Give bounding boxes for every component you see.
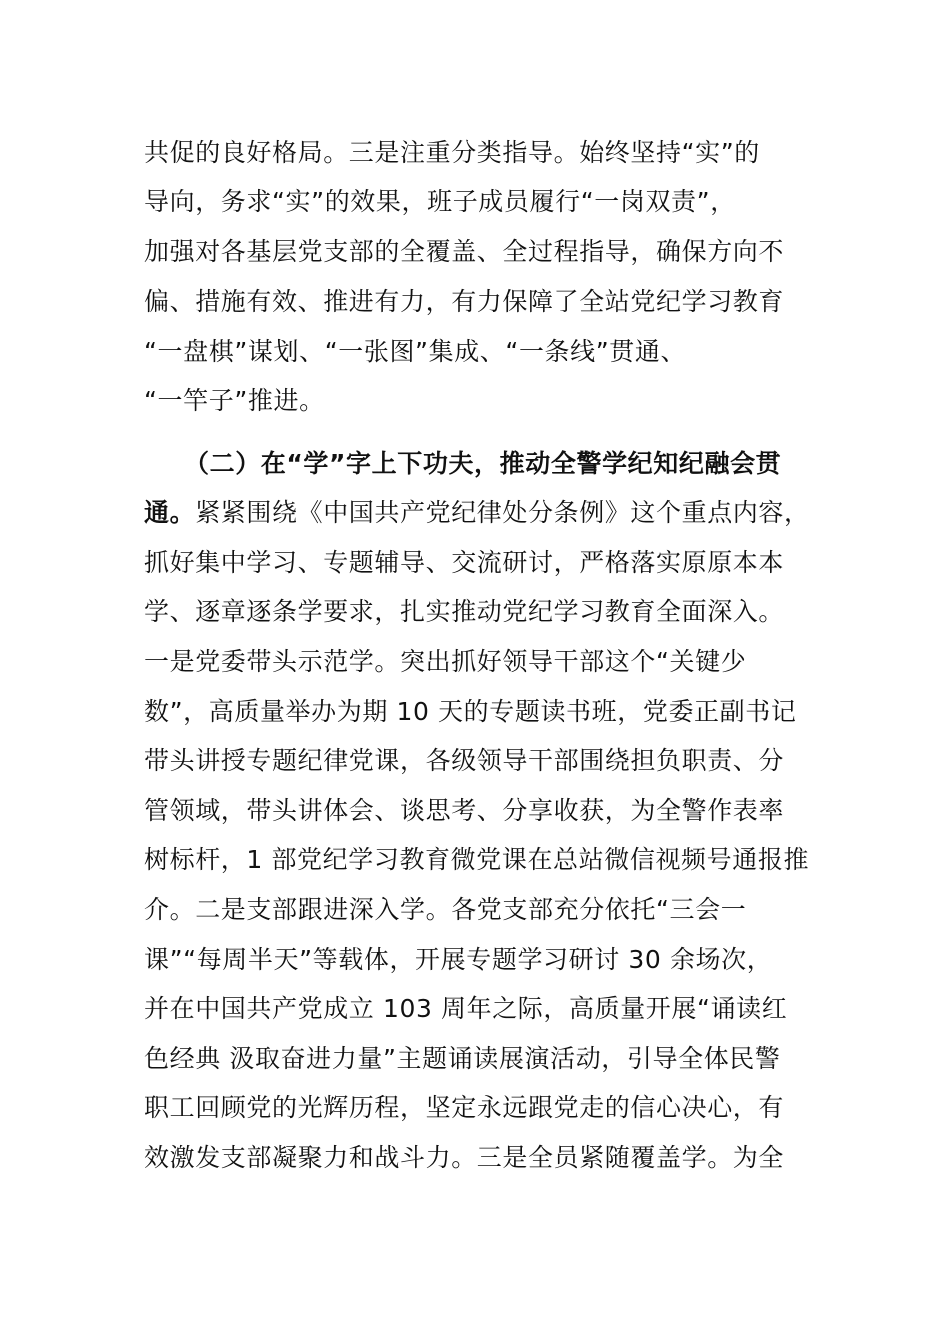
paragraph-line: 数”，高质量举办为期 10 天的专题读书班，党委正副书记 [144,697,797,726]
paragraph-line: “一盘棋”谋划、“一张图”集成、“一条线”贯通、 [144,337,687,366]
paragraph-line: 效激发支部凝聚力和战斗力。三是全员紧随覆盖学。为全 [144,1143,785,1172]
section-heading-end: 通。 [144,498,196,527]
paragraph-line: 树标杆，1 部党纪学习教育微党课在总站微信视频号通报推 [144,845,810,874]
paragraph-line: 带头讲授专题纪律党课，各级领导干部围绕担负职责、分 [144,746,785,775]
paragraph-line: “一竿子”推进。 [144,386,325,415]
section-body-start: 紧紧围绕《中国共产党纪律处分条例》这个重点内容， [195,498,810,527]
paragraph-line: 加强对各基层党支部的全覆盖、全过程指导，确保方向不 [144,237,785,266]
paragraph-line: 职工回顾党的光辉历程，坚定永远跟党走的信心决心，有 [144,1093,785,1122]
paragraph-line: 抓好集中学习、专题辅导、交流研讨，严格落实原原本本 [144,548,785,577]
paragraph-line: 一是党委带头示范学。突出抓好领导干部这个“关键少 [144,647,747,676]
paragraph-line: 介。二是支部跟进深入学。各党支部充分依托“三会一 [144,895,747,924]
paragraph-line: 管领域，带头讲体会、谈思考、分享收获，为全警作表率 [144,796,785,825]
paragraph-line: 共促的良好格局。三是注重分类指导。始终坚持“实”的 [144,138,760,167]
paragraph-line: 偏、措施有效、推进有力，有力保障了全站党纪学习教育 [144,287,785,316]
paragraph-line: 学、逐章逐条学要求，扎实推动党纪学习教育全面深入。 [144,597,785,626]
section-heading: （二）在“学”字上下功夫，推动全警学纪知纪融会贯 [184,449,782,478]
paragraph-line: 课”“每周半天”等载体，开展专题学习研讨 30 余场次， [144,945,773,974]
paragraph-line: 色经典 汲取奋进力量”主题诵读展演活动，引导全体民警 [144,1044,781,1073]
paragraph-line: 导向，务求“实”的效果，班子成员履行“一岗双责”， [144,187,736,216]
paragraph-line: 并在中国共产党成立 103 周年之际，高质量开展“诵读红 [144,994,788,1023]
section-heading-continuation [144,498,844,528]
